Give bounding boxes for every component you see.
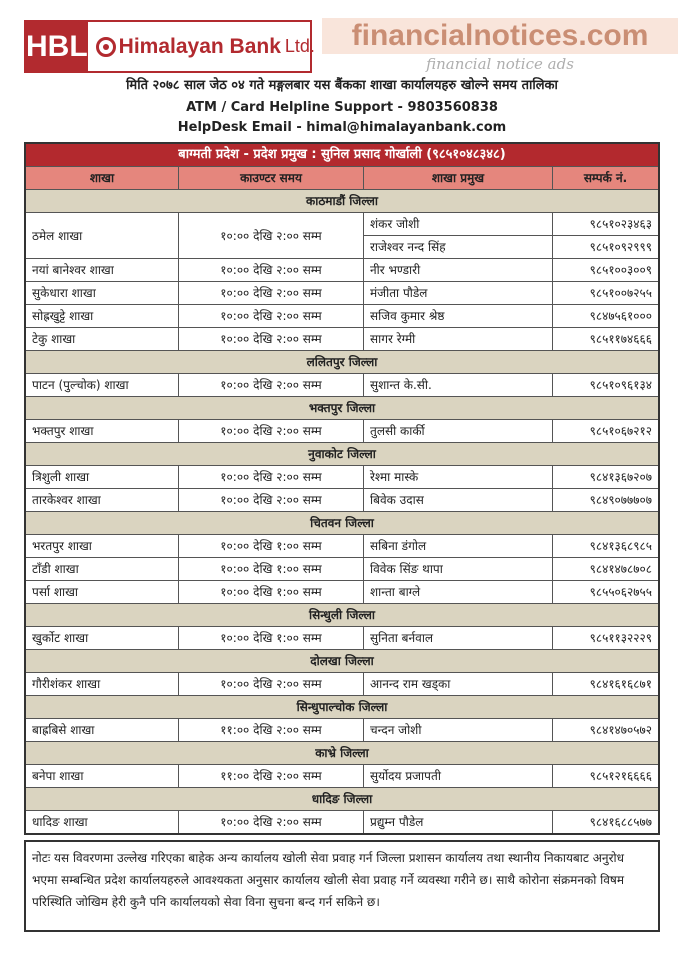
- branch-head: प्रद्युम्न पौडेल: [364, 811, 553, 835]
- contact-number: ९८४१४७८७०८: [553, 558, 660, 581]
- contact-number: ९८५१०६७२१२: [553, 420, 660, 443]
- branch-head: सजिव कुमार श्रेष्ठ: [364, 305, 553, 328]
- district-row: [25, 397, 659, 420]
- logo-suffix: Ltd.: [284, 36, 315, 56]
- branch-name: बाह्रबिसे शाखा: [25, 719, 179, 742]
- district-name: काठमाडौं जिल्ला: [25, 190, 659, 213]
- district-row: [25, 512, 659, 535]
- logo-hbl: HBL: [26, 22, 88, 71]
- note: नोटः यस विवरणमा उल्लेख गरिएका बाहेक अन्य कार्यालय खोली सेवा प्रवाह गर्न जिल्ला प्रशासन कार्यालय तथा स्थानीय निकायबाट अनुरोध भएमा सम्बन्धित प्रदेश कार्यालयहरुले आवश्यकता अनुसार कार्यालय खोली सेवा प्रवाह गर्ने व्यवस्था गरीने छ। साथै कोरोना संक्रमनको विषम परिस्थिति जोखिम हेरी कुनै पनि कार्यालयको सेवा विना सुचना बन्द गर्न सकिने छ।: [24, 840, 660, 932]
- branch-head: सबिना डंगोल: [364, 535, 553, 558]
- hbl-logo: [24, 20, 315, 73]
- table-row: [25, 328, 659, 351]
- col-contact: सम्पर्क नं.: [553, 167, 660, 190]
- counter-time: ११:०० देखि २:०० सम्म: [179, 719, 364, 742]
- district-row: [25, 190, 659, 213]
- contact-number: ९८५१२१६६६६: [553, 765, 660, 788]
- contact-number: ९८५१०२३४६३: [553, 213, 660, 236]
- branch-name: सुकेधारा शाखा: [25, 282, 179, 305]
- branch-head: रेश्मा मास्के: [364, 466, 553, 489]
- watermark: financialnotices.com: [322, 18, 678, 54]
- branch-head: शंकर जोशी: [364, 213, 553, 236]
- counter-time: १०:०० देखि २:०० सम्म: [179, 328, 364, 351]
- contact-number: ९८५११३२२२९: [553, 627, 660, 650]
- table-row: [25, 374, 659, 397]
- contact-number: ९८५५०६२७५५: [553, 581, 660, 604]
- district-name: सिन्धुली जिल्ला: [25, 604, 659, 627]
- table-row: [25, 627, 659, 650]
- table-title: बाग्मती प्रदेश - प्रदेश प्रमुख : सुनिल प्रसाद गोर्खाली (९८५१०४८३४८): [25, 143, 659, 167]
- page-title: मिति २०७८ साल जेठ ०४ गते मङ्गलबार यस बैंकका शाखा कार्यालयहरु खोल्ने समय तालिका: [126, 78, 558, 93]
- district-row: [25, 742, 659, 765]
- branch-name: टाँडी शाखा: [25, 558, 179, 581]
- table-row: [25, 673, 659, 696]
- table-row: [25, 535, 659, 558]
- counter-time: १०:०० देखि १:०० सम्म: [179, 581, 364, 604]
- branch-name: त्रिशुली शाखा: [25, 466, 179, 489]
- district-row: [25, 696, 659, 719]
- table-row: [25, 259, 659, 282]
- branch-name: गौरीशंकर शाखा: [25, 673, 179, 696]
- table-row: [25, 719, 659, 742]
- contact-number: ९८४१३६७२०७: [553, 466, 660, 489]
- counter-time: १०:०० देखि २:०० सम्म: [179, 420, 364, 443]
- branch-name: खुर्कोट शाखा: [25, 627, 179, 650]
- branch-name: भरतपुर शाखा: [25, 535, 179, 558]
- table-title-row: [25, 143, 659, 167]
- branch-head: चन्दन जोशी: [364, 719, 553, 742]
- counter-time: १०:०० देखि २:०० सम्म: [179, 466, 364, 489]
- branch-head: सुशान्त के.सी.: [364, 374, 553, 397]
- col-branch-head: शाखा प्रमुख: [364, 167, 553, 190]
- contact-number: ९८४७५६१०००: [553, 305, 660, 328]
- counter-time: १०:०० देखि २:०० सम्म: [179, 282, 364, 305]
- table-row: [25, 282, 659, 305]
- district-name: धादिङ जिल्ला: [25, 788, 659, 811]
- branch-name: तारकेश्वर शाखा: [25, 489, 179, 512]
- branch-head: सागर रेग्मी: [364, 328, 553, 351]
- branch-head: शान्ता बाग्ले: [364, 581, 553, 604]
- district-name: सिन्धुपाल्चोक जिल्ला: [25, 696, 659, 719]
- contact-number: ९८४९०७७७०७: [553, 489, 660, 512]
- branch-name: पर्सा शाखा: [25, 581, 179, 604]
- watermark-sub: financial notice ads: [426, 55, 574, 73]
- helpline: ATM / Card Helpline Support - 9803560838: [186, 100, 498, 115]
- district-name: चितवन जिल्ला: [25, 512, 659, 535]
- counter-time: १०:०० देखि २:०० सम्म: [179, 374, 364, 397]
- counter-time: १०:०० देखि २:०० सम्म: [179, 489, 364, 512]
- contact-number: ९८४१६१६८७१: [553, 673, 660, 696]
- logo-bank-name: Himalayan Bank: [118, 34, 281, 58]
- branch-name: पाटन (पुल्चोक) शाखा: [25, 374, 179, 397]
- counter-time: ११:०० देखि २:०० सम्म: [179, 765, 364, 788]
- col-branch: शाखा: [25, 167, 179, 190]
- col-counter-time: काउण्टर समय: [179, 167, 364, 190]
- branch-head: मंजीता पौडेल: [364, 282, 553, 305]
- district-row: [25, 443, 659, 466]
- content: [24, 142, 660, 932]
- table-row: [25, 213, 659, 236]
- district-row: [25, 650, 659, 673]
- branch-name: भक्तपुर शाखा: [25, 420, 179, 443]
- table-row: [25, 466, 659, 489]
- branch-head: विवेक सिंङ थापा: [364, 558, 553, 581]
- counter-time: १०:०० देखि १:०० सम्म: [179, 627, 364, 650]
- counter-time: १०:०० देखि २:०० सम्म: [179, 673, 364, 696]
- contact-number: ९८४१३६८९८५: [553, 535, 660, 558]
- table-row: [25, 811, 659, 835]
- contact-number: ९८४१४७०५७२: [553, 719, 660, 742]
- district-name: ललितपुर जिल्ला: [25, 351, 659, 374]
- branch-head: बिवेक उदास: [364, 489, 553, 512]
- district-name: काभ्रे जिल्ला: [25, 742, 659, 765]
- table-row: [25, 765, 659, 788]
- column-header-row: [25, 167, 659, 190]
- table-row: [25, 581, 659, 604]
- counter-time: १०:०० देखि २:०० सम्म: [179, 305, 364, 328]
- contact-number: ९८५१०९६१३४: [553, 374, 660, 397]
- branch-name: बनेपा शाखा: [25, 765, 179, 788]
- table-row: [25, 420, 659, 443]
- branch-head: सुर्योदय प्रजापती: [364, 765, 553, 788]
- contact-number: ९८५१००३००९: [553, 259, 660, 282]
- district-name: भक्तपुर जिल्ला: [25, 397, 659, 420]
- table-row: [25, 489, 659, 512]
- branch-schedule-table: [24, 142, 660, 835]
- contact-number: ९८५१०९२९९९: [553, 236, 660, 259]
- district-name: दोलखा जिल्ला: [25, 650, 659, 673]
- branch-head: तुलसी कार्की: [364, 420, 553, 443]
- helpdesk-email: HelpDesk Email - himal@himalayanbank.com: [177, 120, 507, 135]
- branch-name: नयां बानेश्वर शाखा: [25, 259, 179, 282]
- district-name: नुवाकोट जिल्ला: [25, 443, 659, 466]
- table-row: [25, 558, 659, 581]
- district-row: [25, 351, 659, 374]
- logo-name: [88, 22, 315, 71]
- branch-head: राजेश्वर नन्द सिंह: [364, 236, 553, 259]
- branch-name: टेकु शाखा: [25, 328, 179, 351]
- branch-name: सोह्रखुट्टे शाखा: [25, 305, 179, 328]
- district-row: [25, 604, 659, 627]
- contact-number: ९८४१६८८५७७: [553, 811, 660, 835]
- counter-time: १०:०० देखि २:०० सम्म: [179, 213, 364, 259]
- counter-time: १०:०० देखि २:०० सम्म: [179, 811, 364, 835]
- branch-head: सुनिता बर्नवाल: [364, 627, 553, 650]
- counter-time: १०:०० देखि १:०० सम्म: [179, 558, 364, 581]
- branch-name: धादिङ शाखा: [25, 811, 179, 835]
- table-row: [25, 305, 659, 328]
- counter-time: १०:०० देखि २:०० सम्म: [179, 259, 364, 282]
- branch-head: नीर भण्डारी: [364, 259, 553, 282]
- contact-number: ९८५१००७२५५: [553, 282, 660, 305]
- branch-head: आनन्द राम खड्का: [364, 673, 553, 696]
- contact-number: ९८५११७४६६६: [553, 328, 660, 351]
- counter-time: १०:०० देखि १:०० सम्म: [179, 535, 364, 558]
- district-row: [25, 788, 659, 811]
- bank-emblem-icon: [96, 37, 116, 57]
- branch-name: ठमेल शाखा: [25, 213, 179, 259]
